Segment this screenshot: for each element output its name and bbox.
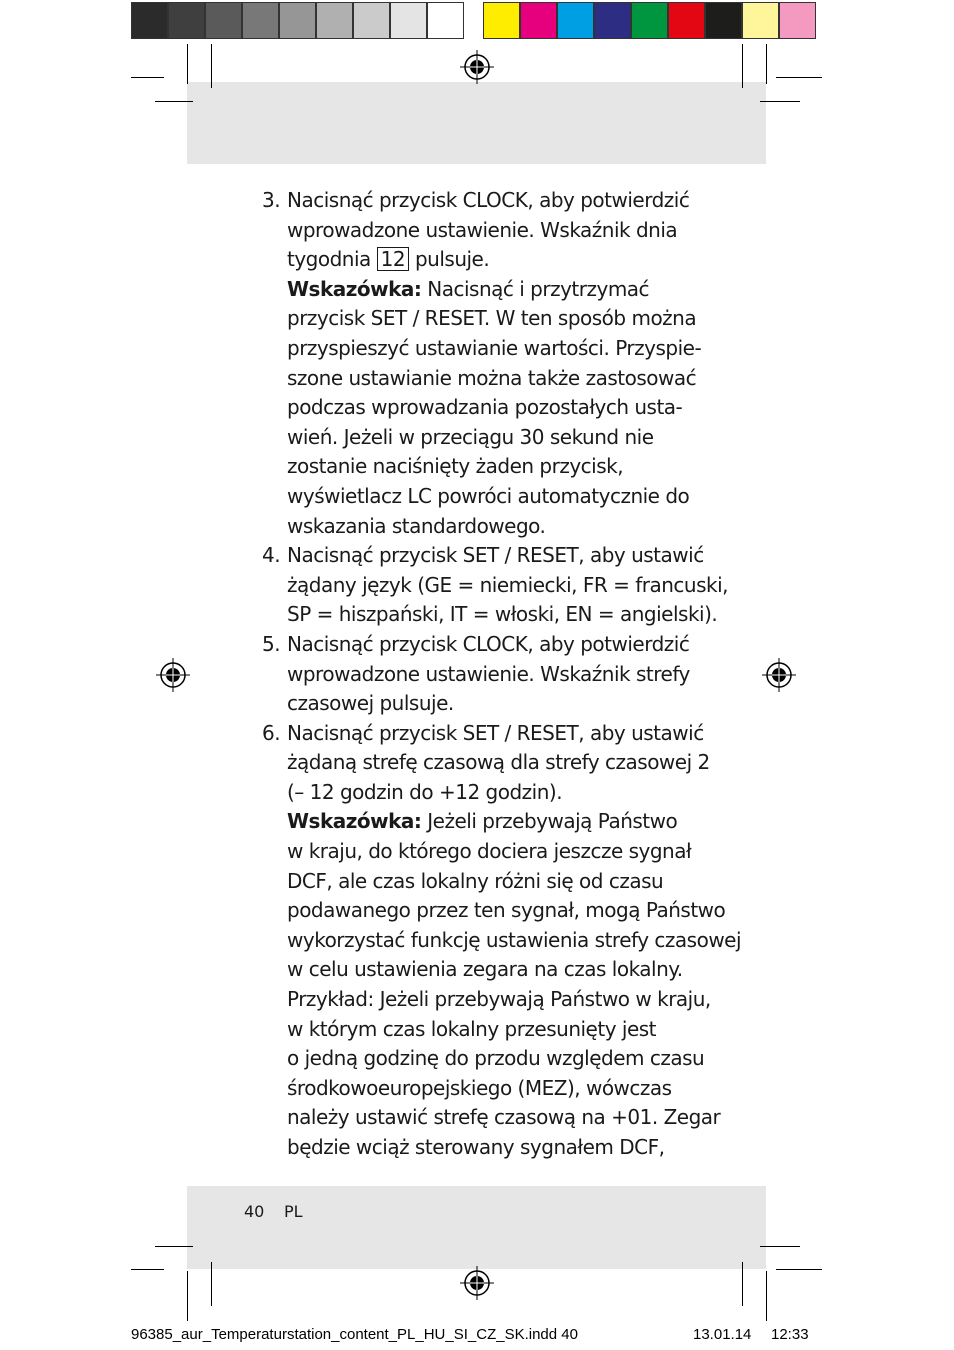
page-language: PL [284,1202,303,1221]
color-swatch [168,2,205,39]
text-line: Przykład: Jeżeli przebywają Państwo w kraju, [287,987,711,1012]
list-number: 4. [262,543,281,568]
text-line: w którym czas lokalny przesunięty jest [287,1016,657,1041]
slug-time: 12:33 [771,1326,809,1343]
note-label: Wskazówka: [287,276,422,301]
crop-mark [766,1271,767,1321]
text-line: o jedną godzinę do przodu względem czasu [287,1046,705,1071]
text-line: w celu ustawienia zegara na czas lokalny. [287,957,683,982]
header-band [187,82,766,164]
text-line: wskazania standardowego. [287,513,546,538]
text-line: (– 12 godzin do +12 godzin). [287,779,563,804]
text-fragment: Jeżeli przebywają Państwo [421,809,678,834]
list-number: 3. [262,188,281,212]
text-line: w kraju, do którego dociera jeszcze sygnał [287,839,692,864]
text-line: będzie wciąż sterowany sygnałem DCF, [287,1135,665,1159]
note-line [287,275,712,305]
crop-mark [776,1269,822,1270]
crop-mark [211,44,212,88]
color-swatch [316,2,353,39]
list-number: 5. [262,631,281,656]
slug-filename: 96385_aur_Temperaturstation_content_PL_HU_SI_CZ_SK.indd 40 [131,1326,578,1343]
text-line: Nacisnąć przycisk CLOCK, aby potwierdzić [287,631,690,656]
text-line: przyspieszyć ustawianie wartości. Przyspie- [287,335,702,360]
list-item-4 [262,541,729,630]
color-swatch [390,2,427,39]
color-swatch [779,2,816,39]
crop-mark [760,1246,800,1247]
color-swatch [279,2,316,39]
text-fragment: pulsuje. [409,247,490,272]
instruction-list [262,186,742,1163]
crop-mark [776,77,822,78]
text-line: Nacisnąć przycisk CLOCK, aby potwierdzić [287,188,690,212]
note-line [287,807,712,837]
text-line: żądaną strefę czasową dla strefy czasowej 2 [287,750,710,775]
text-line: szone ustawianie można także zastosować [287,365,697,390]
text-line: podawanego przez ten sygnał, mogą Państwo [287,898,726,923]
crop-mark [155,1246,193,1247]
color-swatch [631,2,668,39]
text-line: wyświetlacz LC powróci automatycznie do [287,483,690,508]
crop-mark [211,1262,212,1306]
crop-mark [131,77,164,78]
crop-mark [760,101,800,102]
color-swatch [483,2,520,39]
text-line: DCF, ale czas lokalny różni się od czasu [287,868,664,893]
text-line: wprowadzone ustawienie. Wskaźnik dnia [287,217,678,242]
crop-mark [742,1262,743,1306]
registration-mark-icon [460,50,494,84]
text-line: Nacisnąć przycisk SET / RESET, aby ustawić [287,543,704,568]
color-calibration-bar [131,2,823,39]
text-line: czasowej pulsuje. [287,691,454,716]
color-swatch [242,2,279,39]
registration-mark-icon [762,658,796,692]
list-item-5 [262,630,712,719]
text-fragment: Nacisnąć i przytrzymać [421,276,650,301]
text-line: podczas wprowadzania pozostałych usta- [287,395,683,420]
crop-mark [766,44,767,84]
page-number: 40 [244,1202,265,1221]
color-swatch [131,2,168,39]
color-swatch [520,2,557,39]
text-line: środkowoeuropejskiego (MEZ), wówczas [287,1075,672,1100]
color-swatch [205,2,242,39]
text-line [287,245,712,275]
crop-mark [187,44,188,84]
color-swatch [594,2,631,39]
slug-date: 13.01.14 [693,1326,752,1343]
color-swatch [668,2,705,39]
text-line: należy ustawić strefę czasową na +01. Zegar [287,1105,721,1130]
footer-band [187,1186,766,1269]
registration-mark-icon [156,658,190,692]
note-label: Wskazówka: [287,809,422,834]
crop-mark [742,44,743,88]
list-item-6 [262,719,742,1163]
list-item-3 [262,186,712,541]
text-line: wykorzystać funkcję ustawienia strefy czasowej [287,927,742,952]
color-swatch [557,2,594,39]
color-swatch [705,2,742,39]
color-swatch [742,2,779,39]
text-line: przycisk SET / RESET. W ten sposób można [287,306,697,331]
text-line: zostanie naciśnięty żaden przycisk, [287,454,624,479]
color-swatch [353,2,390,39]
text-line: żądany język (GE = niemiecki, FR = francuski, [287,572,729,597]
text-line: wprowadzone ustawienie. Wskaźnik strefy [287,661,690,686]
text-fragment: tygodnia [287,247,377,272]
text-line: SP = hiszpański, IT = włoski, EN = angielski). [287,602,718,627]
day-indicator-reference: 12 [377,247,409,271]
registration-mark-icon [460,1266,494,1300]
crop-mark [155,101,193,102]
crop-mark [187,1271,188,1321]
crop-mark [131,1269,164,1270]
text-line: wień. Jeżeli w przeciągu 30 sekund nie [287,424,654,449]
text-line: Nacisnąć przycisk SET / RESET, aby ustawić [287,720,704,745]
color-swatch [427,2,464,39]
list-number: 6. [262,720,281,745]
